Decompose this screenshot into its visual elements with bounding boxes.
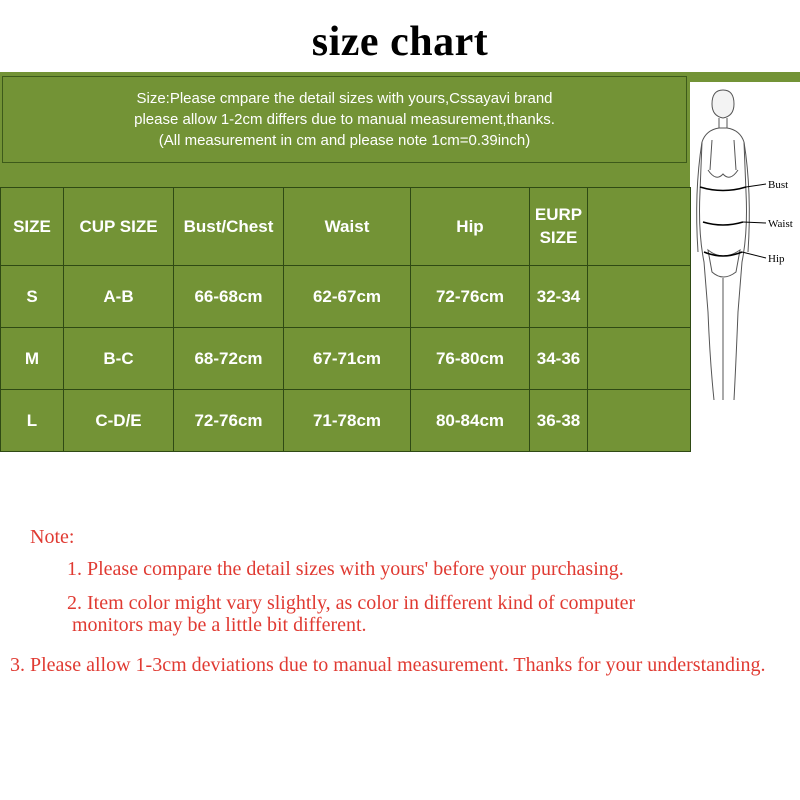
- note-item-2: 2. Item color might vary slightly, as color in different kind of computer: [67, 592, 636, 614]
- cell-waist: 62-67cm: [284, 266, 411, 328]
- intro-line-1: Size:Please cmpare the detail sizes with yours,Cssayavi brand: [136, 90, 553, 107]
- note-item-3: 3. Please allow 1-3cm deviations due to manual measurement. Thanks for your understanding.: [10, 654, 766, 676]
- table-row: [1, 390, 691, 452]
- header-empty: [588, 188, 691, 266]
- figure-label-waist: Waist: [768, 218, 793, 230]
- header-cup-size: CUP SIZE: [64, 188, 174, 266]
- cell-bust: 68-72cm: [174, 328, 284, 390]
- header-waist: Waist: [284, 188, 411, 266]
- note-item-2-continued: monitors may be a little bit different.: [72, 614, 367, 636]
- cell-hip: 72-76cm: [411, 266, 530, 328]
- cell-size: L: [1, 390, 64, 452]
- table-row: [1, 328, 691, 390]
- figure-label-bust: Bust: [768, 179, 789, 191]
- intro-line-2: please allow 1-2cm differs due to manual measurement,thanks.: [134, 111, 555, 128]
- cell-hip: 76-80cm: [411, 328, 530, 390]
- table-header-row: [1, 188, 691, 266]
- page-title: size chart: [311, 19, 489, 65]
- cell-eurp: 36-38: [530, 390, 588, 452]
- cell-size: S: [1, 266, 64, 328]
- notes-label: Note:: [30, 526, 75, 548]
- cell-eurp: 34-36: [530, 328, 588, 390]
- cell-cup: C-D/E: [64, 390, 174, 452]
- cell-empty: [588, 390, 691, 452]
- measurement-figure: [690, 82, 800, 452]
- cell-waist: 67-71cm: [284, 328, 411, 390]
- header-eurp-line2: SIZE: [539, 228, 578, 247]
- body-figure-icon: [690, 82, 800, 412]
- note-item-1: 1. Please compare the detail sizes with yours' before your purchasing.: [67, 558, 624, 580]
- size-table: [0, 187, 691, 452]
- figure-label-hip: Hip: [768, 253, 785, 265]
- intro-line-3: (All measurement in cm and please note 1cm=0.39inch): [158, 132, 531, 149]
- header-eurp-size: [530, 188, 588, 266]
- table-row: [1, 266, 691, 328]
- intro-box: [2, 76, 687, 163]
- cell-empty: [588, 266, 691, 328]
- cell-cup: B-C: [64, 328, 174, 390]
- cell-bust: 66-68cm: [174, 266, 284, 328]
- cell-waist: 71-78cm: [284, 390, 411, 452]
- cell-eurp: 32-34: [530, 266, 588, 328]
- header-size: SIZE: [1, 188, 64, 266]
- cell-hip: 80-84cm: [411, 390, 530, 452]
- header-hip: Hip: [411, 188, 530, 266]
- cell-size: M: [1, 328, 64, 390]
- cell-cup: A-B: [64, 266, 174, 328]
- header-eurp-line1: EURP: [534, 205, 583, 224]
- cell-empty: [588, 328, 691, 390]
- cell-bust: 72-76cm: [174, 390, 284, 452]
- header-bust: Bust/Chest: [174, 188, 284, 266]
